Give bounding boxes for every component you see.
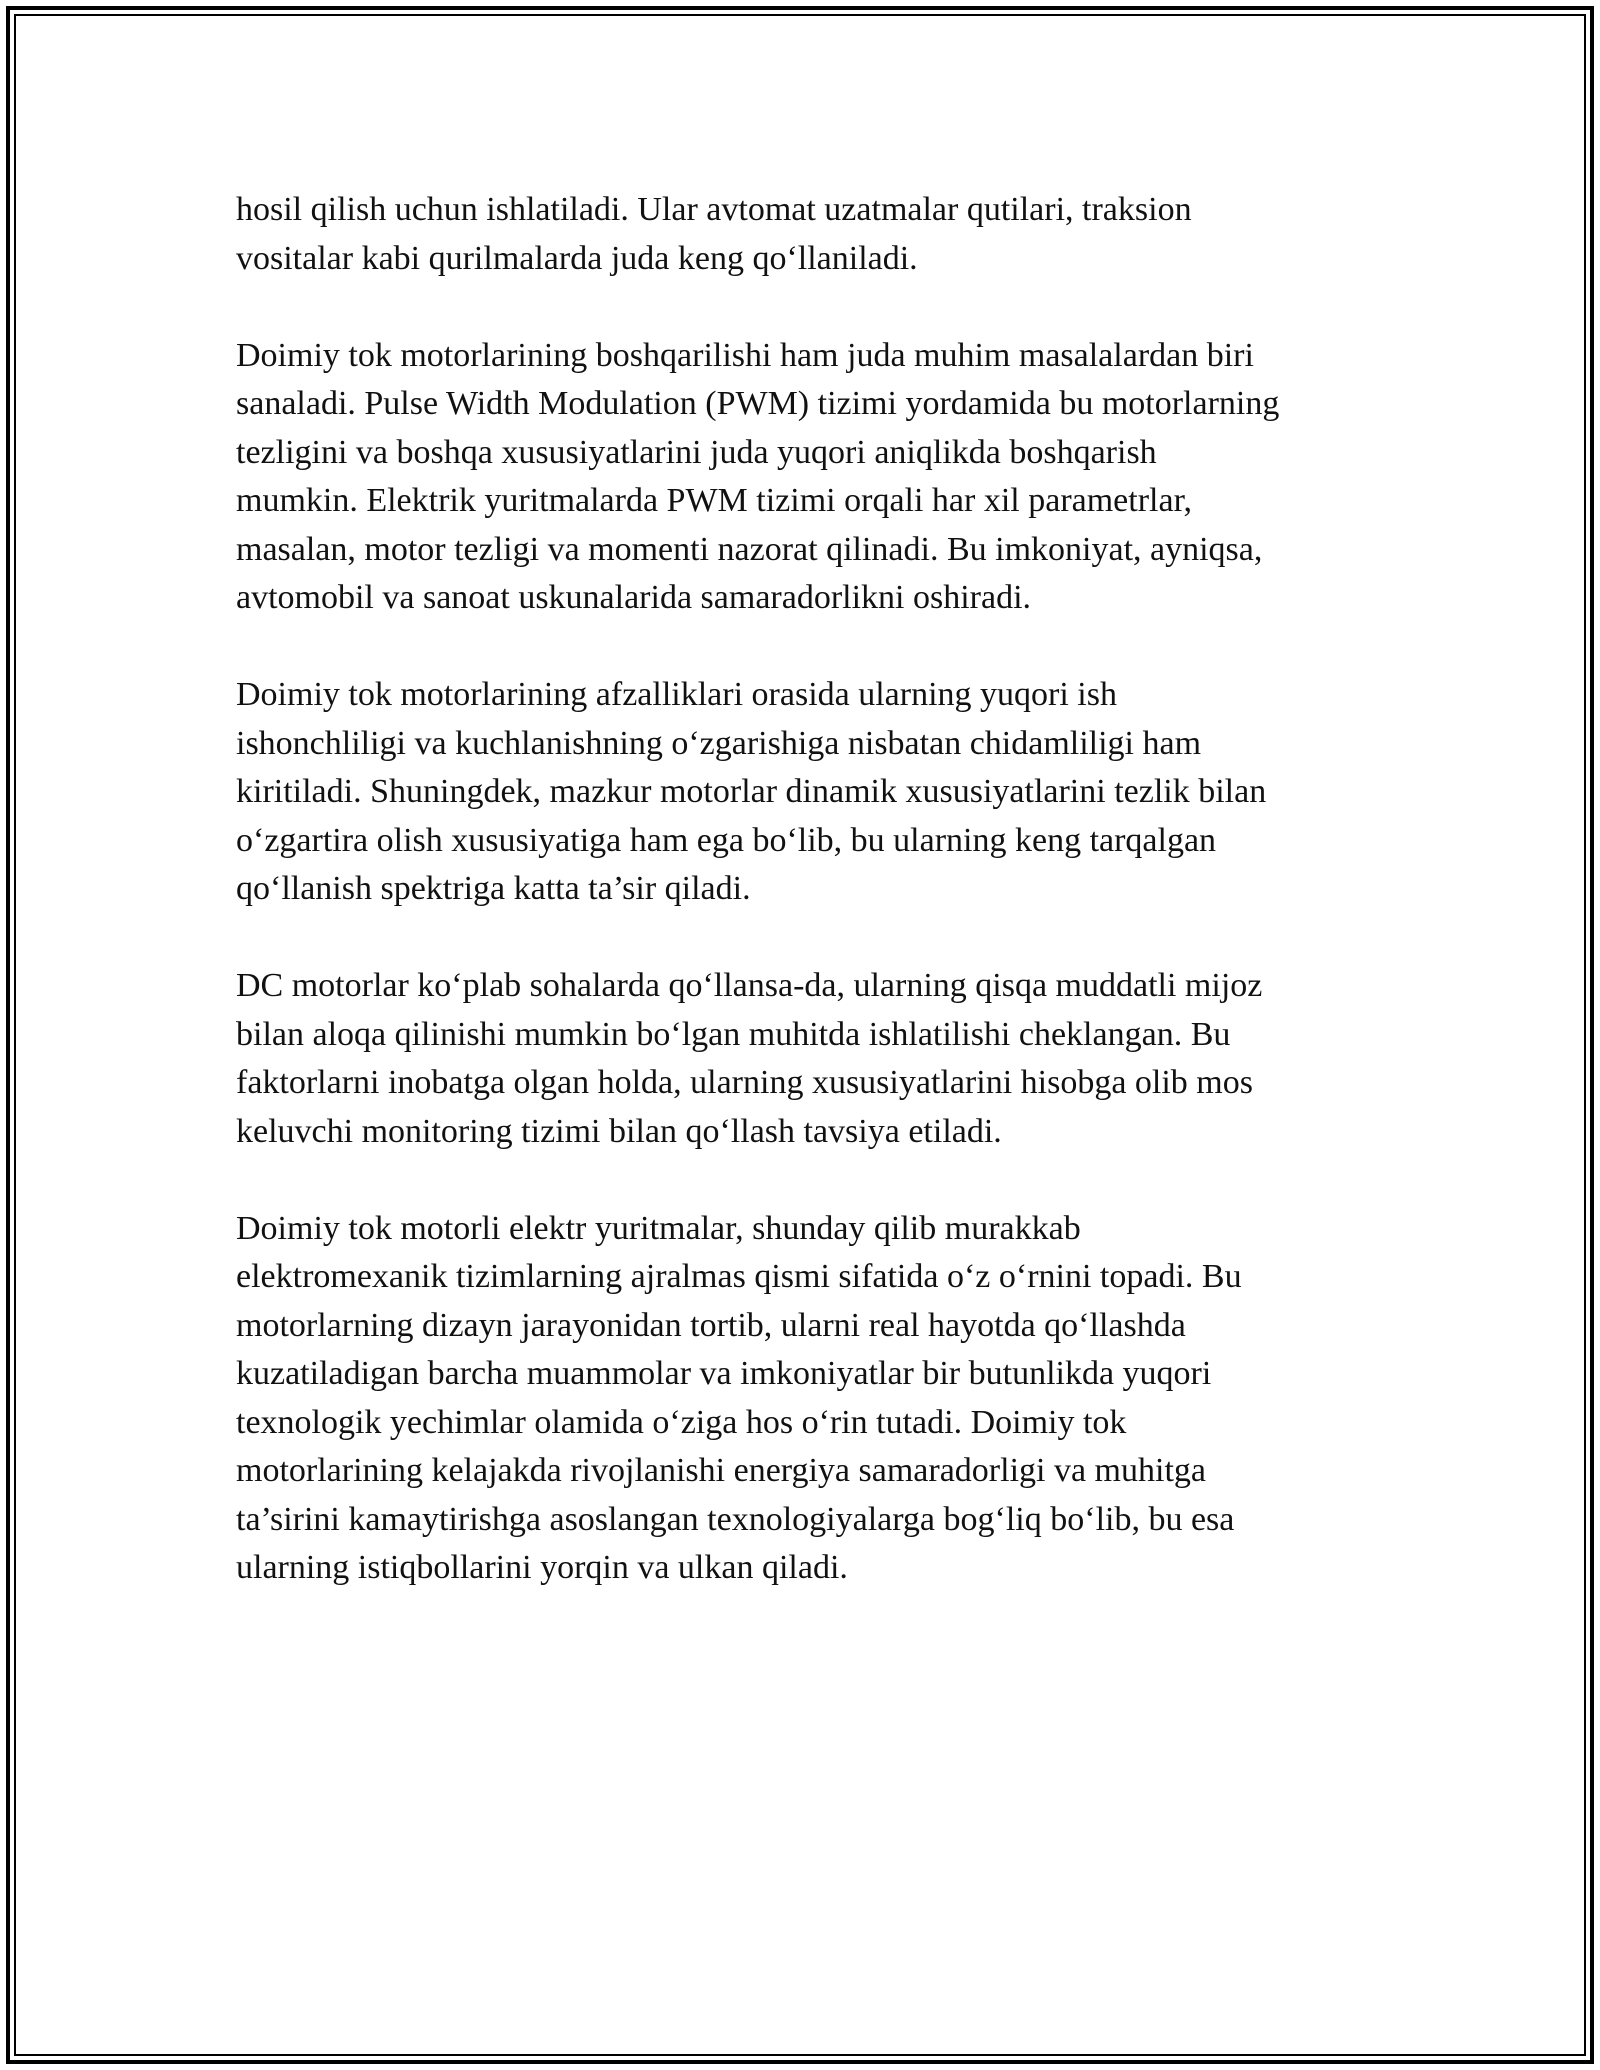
text-line: o‘zgartira olish xususiyatiga ham ega bo‘lib, bu ularning keng tarqalgan — [236, 821, 1217, 859]
text-line: elektromexanik tizimlarning ajralmas qismi sifatida o‘z o‘rnini topadi. Bu — [236, 1258, 1242, 1295]
text-line: DC motorlar ko‘plab sohalarda qo‘llansa-da, ularning qisqa muddatli mijoz — [236, 967, 1263, 1004]
text-line: ishonchliligi va kuchlanishning o‘zgarishiga nisbatan chidamliligi ham — [236, 724, 1202, 762]
text-line: motorlarning dizayn jarayonidan tortib, ularni real hayotda qo‘llashda — [236, 1306, 1186, 1344]
text-line: kiritiladi. Shuningdek, mazkur motorlar dinamik xususiyatlarini tezlik bilan — [236, 773, 1267, 810]
paragraph-1 — [236, 186, 1416, 283]
text-line: masalan, motor tezligi va momenti nazorat qilinadi. Bu imkoniyat, ayniqsa, — [236, 530, 1263, 568]
text-line: Doimiy tok motorlarining boshqarilishi ham juda muhim masalalardan biri — [236, 336, 1254, 374]
text-line: texnologik yechimlar olamida o‘ziga hos o‘rin tutadi. Doimiy tok — [236, 1403, 1127, 1441]
text-line: Doimiy tok motorlarining afzalliklari orasida ularning yuqori ish — [236, 676, 1117, 713]
paragraph-2 — [236, 332, 1416, 623]
text-line: ularning istiqbollarini yorqin va ulkan qiladi. — [236, 1549, 848, 1586]
paragraph-5 — [236, 1205, 1416, 1593]
document-body — [236, 186, 1416, 1641]
paragraph-4 — [236, 962, 1416, 1156]
text-line: qo‘llanish spektriga katta ta’sir qiladi. — [236, 870, 751, 907]
paragraph-3 — [236, 671, 1416, 914]
text-line: bilan aloqa qilinishi mumkin bo‘lgan muhitda ishlatilishi cheklangan. Bu — [236, 1015, 1231, 1053]
text-line: motorlarining kelajakda rivojlanishi energiya samaradorligi va muhitga — [236, 1452, 1206, 1489]
text-line: kuzatiladigan barcha muammolar va imkoniyatlar bir butunlikda yuqori — [236, 1355, 1212, 1392]
text-line: Doimiy tok motorli elektr yuritmalar, shunday qilib murakkab — [236, 1209, 1081, 1247]
text-line: sanaladi. Pulse Width Modulation (PWM) tizimi yordamida bu motorlarning — [236, 385, 1280, 422]
text-line: avtomobil va sanoat uskunalarida samaradorlikni oshiradi. — [236, 579, 1032, 616]
text-line: vositalar kabi qurilmalarda juda keng qo‘llaniladi. — [236, 239, 918, 277]
text-line: faktorlarni inobatga olgan holda, ularning xususiyatlarini hisobga olib mos — [236, 1064, 1253, 1101]
text-line: mumkin. Elektrik yuritmalarda PWM tizimi orqali har xil parametrlar, — [236, 482, 1193, 519]
text-line: ta’sirini kamaytirishga asoslangan texnologiyalarga bog‘liq bo‘lib, bu esa — [236, 1500, 1235, 1538]
text-line: hosil qilish uchun ishlatiladi. Ular avtomat uzatmalar qutilari, traksion — [236, 191, 1192, 228]
text-line: tezligini va boshqa xususiyatlarini juda yuqori aniqlikda boshqarish — [236, 433, 1157, 471]
text-line: keluvchi monitoring tizimi bilan qo‘llash tavsiya etiladi. — [236, 1112, 1002, 1150]
